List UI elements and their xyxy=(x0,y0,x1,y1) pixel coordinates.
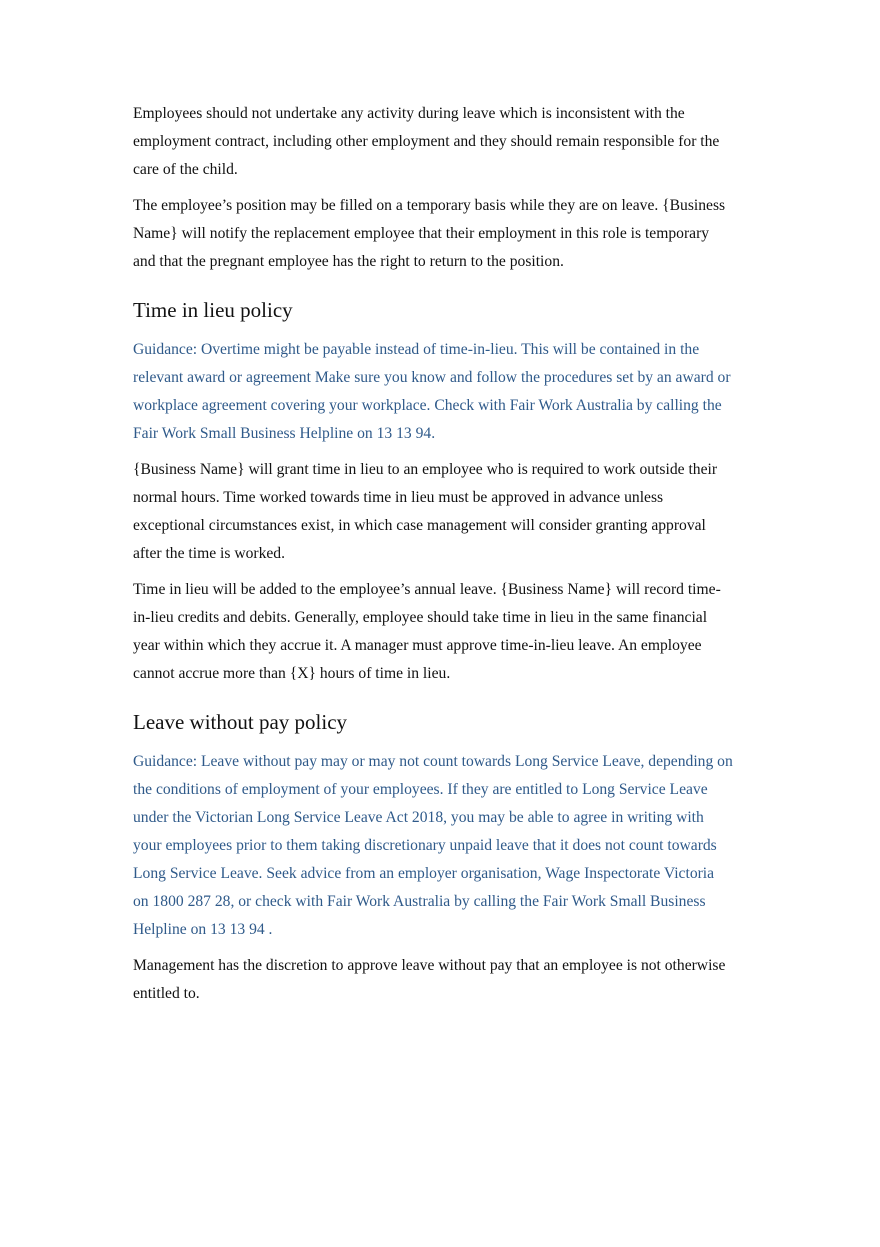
paragraph-grant-time-in-lieu: {Business Name} will grant time in lieu to an employee who is required to work outside their normal hours. Time worked towards time in lieu must be approved in advance unless exceptional circumstances exist, in which case management will consider granting approval after the time is worked. xyxy=(133,461,718,562)
guidance-time-in-lieu: Guidance: Overtime might be payable instead of time-in-lieu. This will be contained in the relevant award or agreement Make sure you know and follow the procedures set by an award or workplace agreement covering your workplace. Check with Fair Work Australia by calling the Fair Work Small Business Helpline on 13 13 94. xyxy=(133,341,731,442)
paragraph-time-in-lieu-annual-leave: Time in lieu will be added to the employee’s annual leave. {Business Name} will record time-in-lieu credits and debits. Generally, employee should take time in lieu in the same financial year within which they accrue it. A manager must approve time-in-lieu leave. An employee cannot accrue more than {X} hours of time in lieu. xyxy=(133,581,721,682)
document-page xyxy=(133,100,733,1016)
paragraph-management-discretion: Management has the discretion to approve leave without pay that an employee is not otherwise entitled to. xyxy=(133,957,726,1002)
heading-leave-without-pay-policy: Leave without pay policy xyxy=(133,710,348,734)
heading-time-in-lieu-policy: Time in lieu policy xyxy=(133,298,293,322)
paragraph-activity-during-leave: Employees should not undertake any activity during leave which is inconsistent with the employment contract, including other employment and they should remain responsible for the care of the child. xyxy=(133,105,720,178)
paragraph-temporary-replacement: The employee’s position may be filled on a temporary basis while they are on leave. {Business Name} will notify the replacement employee that their employment in this role is temporary and that the pregnant employee has the right to return to the position. xyxy=(133,197,726,270)
guidance-leave-without-pay: Guidance: Leave without pay may or may not count towards Long Service Leave, depending on the conditions of employment of your employees. If they are entitled to Long Service Leave under the Victorian Long Service Leave Act 2018, you may be able to agree in writing with your employees prior to them taking discretionary unpaid leave that it does not count towards Long Service Leave. Seek advice from an employer organisation, Wage Inspectorate Victoria on 1800 287 28, or check with Fair Work Australia by calling the Fair Work Small Business Helpline on 13 13 94 . xyxy=(133,753,733,938)
